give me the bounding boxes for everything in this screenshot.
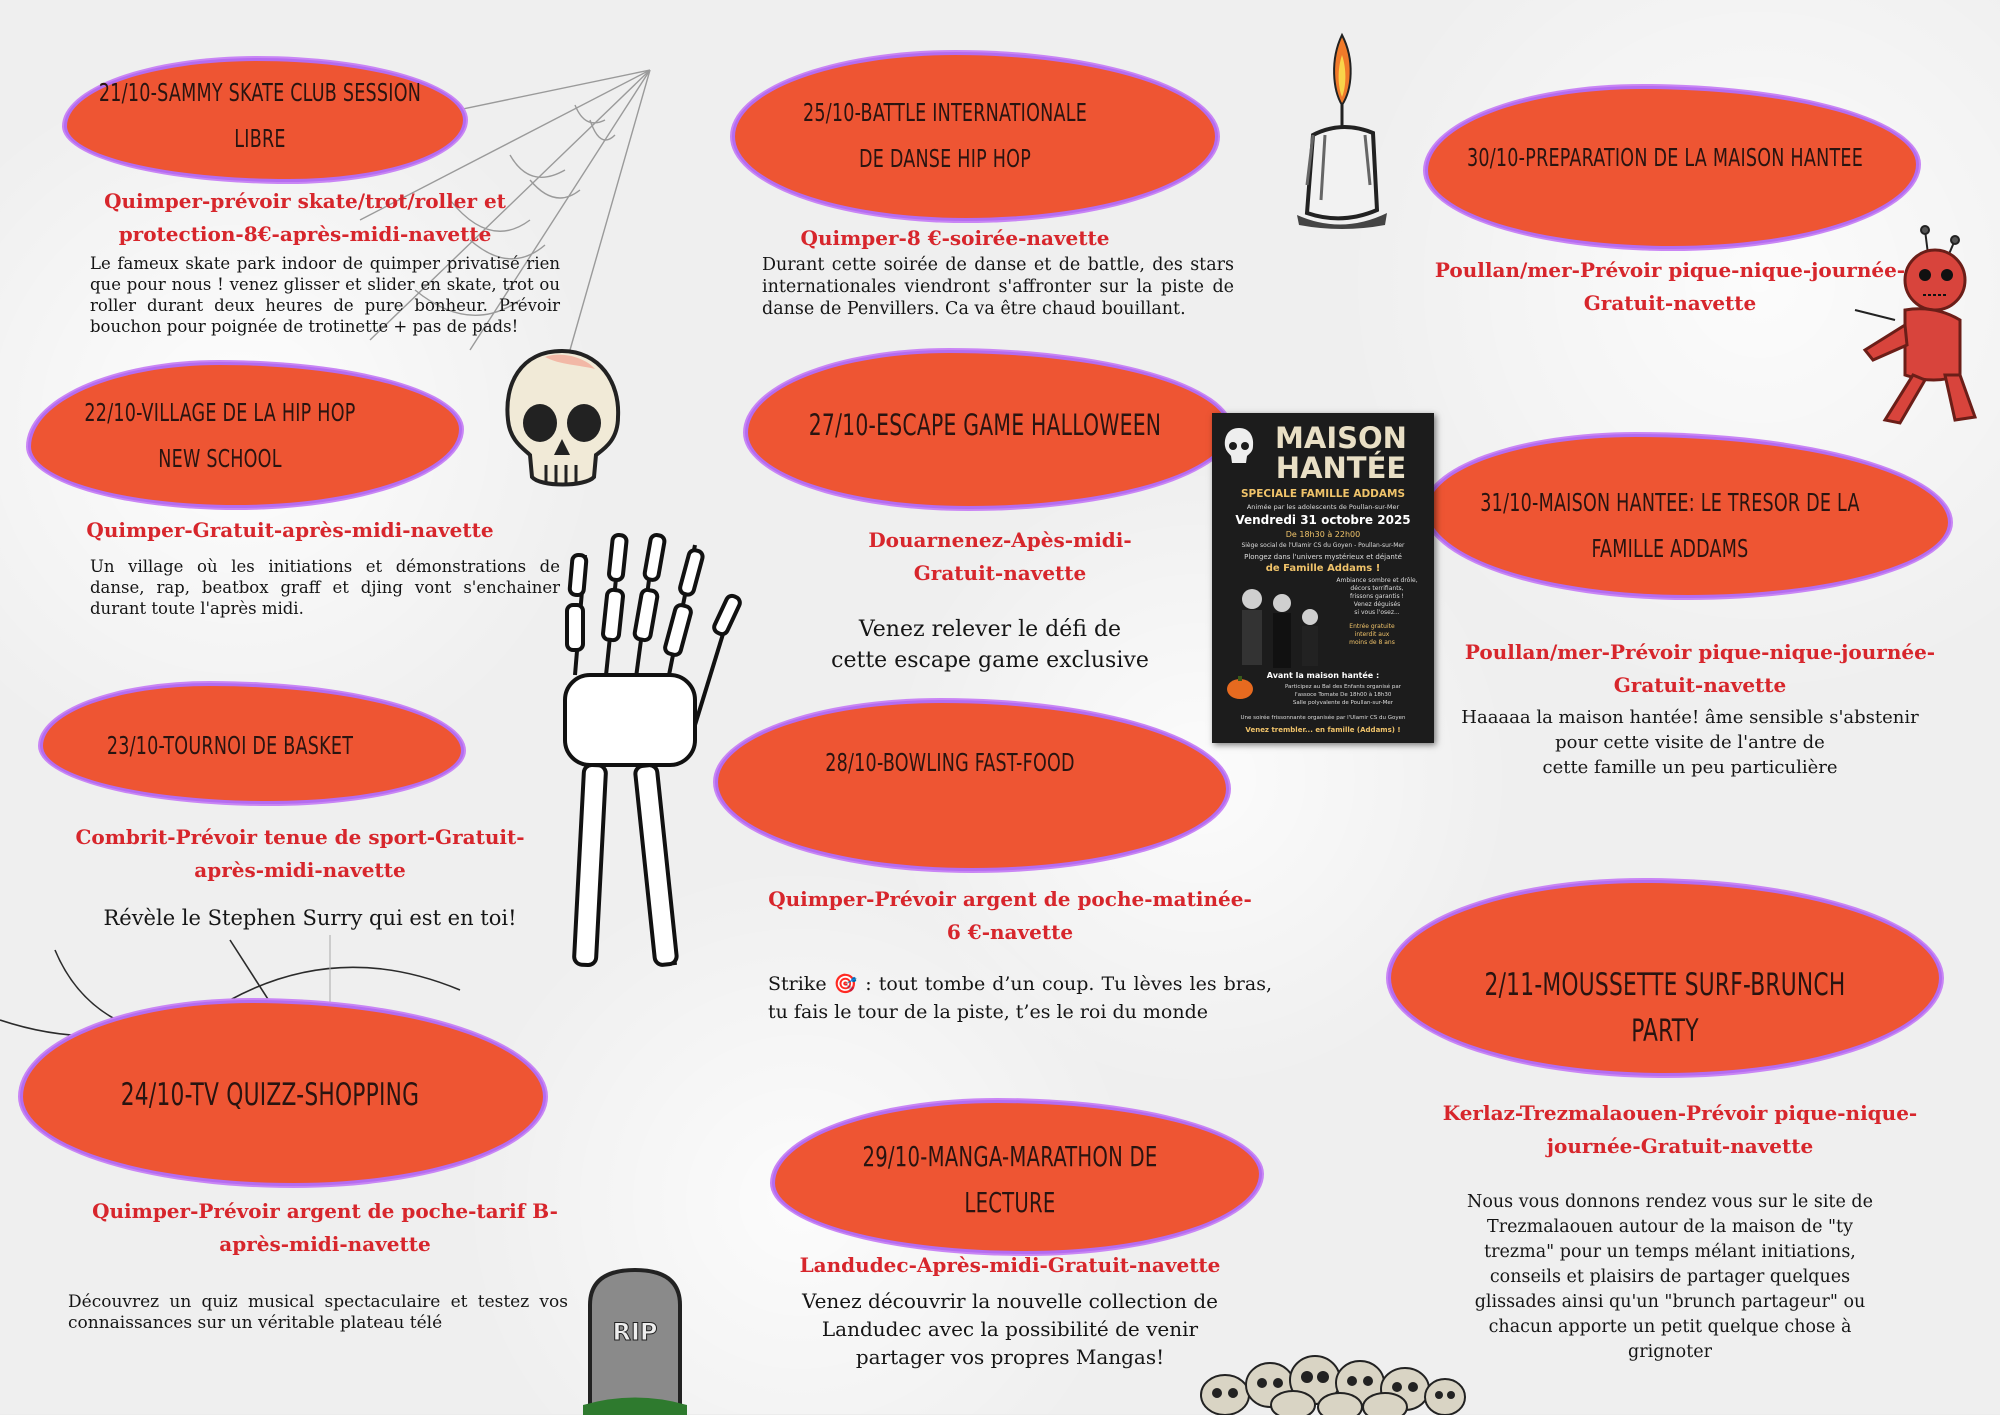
event-title: 28/10-BOWLING FAST-FOOD — [825, 748, 1075, 777]
event-details: Quimper-Prévoir argent de poche-tarif B- après-midi-navette — [92, 1199, 558, 1256]
poster-footer: Venez trembler... en famille (Addams) ! — [1245, 726, 1401, 734]
poster-title: HANTÉE — [1275, 451, 1407, 485]
event-title: 27/10-ESCAPE GAME HALLOWEEN — [808, 408, 1162, 442]
skeleton-hand-icon — [545, 535, 745, 965]
event-details: Quimper-prévoir skate/trot/roller et protection-8€-après-midi-navette — [104, 189, 506, 246]
event-description: Nous vous donnons rendez vous sur le site de Trezmalaouen autour de la maison de "ty trezma" pour un temps mélant initiations, conseils et plaisirs de partager quelques glissades ainsi qu'un "brunch partageur" ou chacun apporte un petit quelque chose à grignoter — [1467, 1192, 1873, 1362]
poster-before-details: Participez au Bal des Enfants organisé par l'assoce Tomate De 18h00 à 18h30 Salle polyvalente de Poullan-sur-Mer — [1284, 684, 1401, 706]
event-details: Quimper-Gratuit-après-midi-navette — [86, 518, 494, 542]
poster-place: Siège social de l'Ulamir CS du Goyen - Poullan-sur-Mer — [1241, 542, 1405, 549]
poster-entry: Entrée gratuite interdit aux moins de 8 ans — [1349, 623, 1395, 646]
event-description: Un village où les initiations et démonstrations de danse, rap, beatbox graff et djing vont s'enchainer durant toute l'après midi. — [90, 557, 560, 618]
event-title: 23/10-TOURNOI DE BASKET — [106, 731, 354, 760]
poster-ambiance: Ambiance sombre et drôle, décors terrifiants, frissons garantis ! Venez déguisés si vous l'osez... — [1336, 577, 1418, 616]
poster-subtitle: SPECIALE FAMILLE ADDAMS — [1240, 488, 1406, 500]
poster-footer: Une soirée frissonnante organisée par l'Ulamir CS du Goyen — [1240, 715, 1406, 721]
event-title: 31/10-MAISON HANTEE: LE TRESOR DE LA FAMILLE ADDAMS — [1480, 488, 1860, 563]
poster-date: Vendredi 31 octobre 2025 — [1235, 513, 1411, 527]
poster-family: de Famille Addams ! — [1265, 563, 1381, 574]
event-description: Venez relever le défi de cette escape game exclusive — [831, 617, 1149, 673]
event-details: Poullan/mer-Prévoir pique-nique-journée- Gratuit-navette — [1464, 640, 1936, 697]
event-description: Découvrez un quiz musical spectaculaire et testez vos connaissances sur un véritable plateau télé — [68, 1292, 568, 1333]
event-details: Combrit-Prévoir tenue de sport-Gratuit- après-midi-navette — [75, 825, 525, 882]
event-details: Quimper-8 €-soirée-navette — [800, 226, 1110, 250]
event-title: 30/10-PREPARATION DE LA MAISON HANTEE — [1466, 143, 1864, 172]
event-title: 24/10-TV QUIZZ-SHOPPING — [120, 1077, 420, 1113]
event-description: Haaaaa la maison hantée! âme sensible s'abstenir pour cette visite de l'antre de cette famille un peu particulière — [1461, 707, 1919, 778]
poster-line: Animée par les adolescents de Poullan-sur-Mer — [1246, 503, 1400, 511]
event-title: 29/10-MANGA-MARATHON DE LECTURE — [862, 1140, 1158, 1219]
poster-title: MAISON — [1275, 421, 1407, 455]
event-description: Durant cette soirée de danse et de battle, des stars internationales viendront s'affronter sur la piste de danse de Penvillers. Ca va être chaud bouillant. — [762, 255, 1234, 319]
poster-hours: De 18h30 à 22h00 — [1285, 530, 1361, 539]
event-details: Douarnenez-Apès-midi- Gratuit-navette — [868, 528, 1132, 585]
poster-plunge: Plongez dans l'univers mystérieux et déjanté — [1244, 553, 1402, 561]
event-title: 25/10-BATTLE INTERNATIONALE DE DANSE HIP HOP — [802, 98, 1088, 173]
event-title: 21/10-SAMMY SKATE CLUB SESSION LIBRE — [98, 78, 422, 153]
skull-icon — [500, 345, 625, 495]
event-details: Poullan/mer-Prévoir pique-nique-journée- Gratuit-navette — [1434, 258, 1906, 315]
event-details: Landudec-Après-midi-Gratuit-navette — [799, 1253, 1221, 1277]
event-title: 22/10-VILLAGE DE LA HIP HOP NEW SCHOOL — [84, 398, 356, 473]
event-description: Révèle le Stephen Surry qui est en toi! — [103, 906, 517, 930]
haunted-house-poster — [1212, 413, 1434, 743]
event-description: Venez découvrir la nouvelle collection de Landudec avec la possibilité de venir partager vos propres Mangas! — [801, 1289, 1218, 1369]
poster-before: Avant la maison hantée : — [1266, 671, 1380, 680]
tombstone-icon — [575, 1265, 695, 1415]
event-description: Le fameux skate park indoor de quimper privatisé rien que pour nous ! venez glisser et slider en skate, trot ou roller durant deux heures de pure bonheur. Prévoir bouchon pour poignée de trotinette + pas de pads! — [90, 254, 560, 336]
event-details: Kerlaz-Trezmalaouen-Prévoir pique-nique- journée-Gratuit-navette — [1442, 1101, 1918, 1158]
candle-icon — [1295, 35, 1390, 230]
event-description: Strike 🎯 : tout tombe d’un coup. Tu lèves les bras, tu fais le tour de la piste, t’es le roi du monde — [768, 973, 1272, 1023]
event-details: Quimper-Prévoir argent de poche-matinée- 6 €-navette — [768, 887, 1252, 944]
event-title: 2/11-MOUSSETTE SURF-BRUNCH PARTY — [1484, 967, 1846, 1049]
svg-text:RIP: RIP — [612, 1318, 658, 1346]
addams-family-illustration — [1232, 577, 1332, 677]
